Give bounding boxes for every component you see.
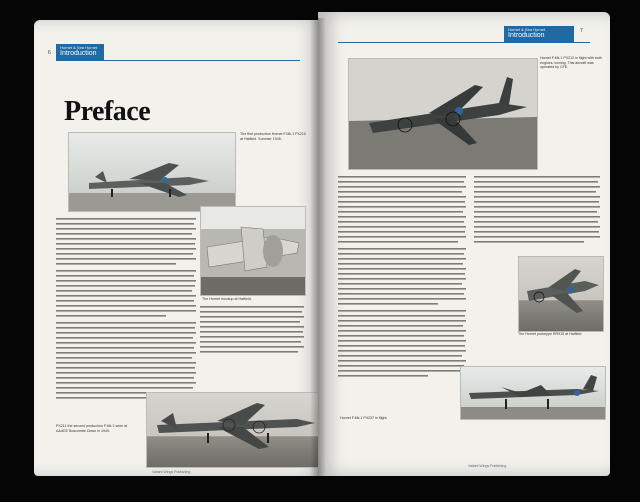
- prototype-aircraft-icon: [519, 257, 603, 331]
- right-body-text: [338, 176, 466, 412]
- boscombe-aircraft-icon: [147, 393, 319, 467]
- hornet-prototype-photo: [518, 256, 604, 332]
- hornet-aircraft-icon: [69, 133, 235, 211]
- right-section-header: [504, 26, 574, 42]
- left-text-lines: [56, 218, 196, 414]
- side-aircraft-icon: [461, 367, 605, 419]
- hornet-side-photo: [460, 366, 606, 420]
- right-header-rule: [338, 42, 590, 43]
- hornet-ground-photo: [68, 132, 236, 212]
- inflight-aircraft-icon: [349, 59, 537, 169]
- magazine-spread: [34, 12, 610, 480]
- right-page: [318, 12, 610, 476]
- caption-mid: The Hornet mockup at Hatfield.: [202, 297, 252, 301]
- right-header-series: Hornet & Sea Hornet: [508, 27, 546, 32]
- right-page-number: 7: [580, 28, 583, 34]
- right-header-section: Introduction: [508, 32, 545, 39]
- left-body-text: [56, 218, 196, 414]
- caption-top-right: Hornet F.Mk.1 PX212 in flight with both engines running. This aircraft was operated by CFE.: [540, 56, 602, 70]
- right-text-lines-2: [474, 176, 600, 256]
- right-footer: Valiant Wings Publishing: [468, 464, 507, 468]
- left-header-series: Hornet & Sea Hornet: [60, 45, 98, 50]
- hornet-mockup-photo: [200, 206, 306, 296]
- caption-bottom-right: Hornet F.Mk.1 PX237 in flight.: [340, 416, 388, 420]
- right-body-text-2: [474, 176, 600, 256]
- page-title: Preface: [64, 96, 151, 127]
- left-body-text-2: [200, 306, 304, 386]
- left-text-lines-2: [200, 306, 304, 386]
- caption-bottom: PX211 the second production F.Mk.1 seen at A&AEE Boscombe Down in 1945.: [56, 424, 128, 433]
- left-header-section: Introduction: [60, 50, 97, 57]
- caption-mid-right: The Hornet prototype RR915 at Hatfield.: [518, 332, 583, 336]
- spine-shadow: [310, 18, 326, 480]
- hornet-boscombe-photo: [146, 392, 320, 468]
- hornet-inflight-photo: [348, 58, 538, 170]
- left-header-rule: [56, 60, 300, 61]
- left-footer: Valiant Wings Publishing: [152, 470, 191, 474]
- left-page: [34, 20, 320, 476]
- left-page-number: 6: [48, 50, 51, 56]
- mockup-aircraft-icon: [201, 207, 305, 295]
- left-section-header: [56, 44, 104, 60]
- right-text-lines: [338, 176, 466, 412]
- caption-top: The first production Hornet F.Mk.1 PX210 at Hatfield. Summer 1945.: [240, 132, 306, 141]
